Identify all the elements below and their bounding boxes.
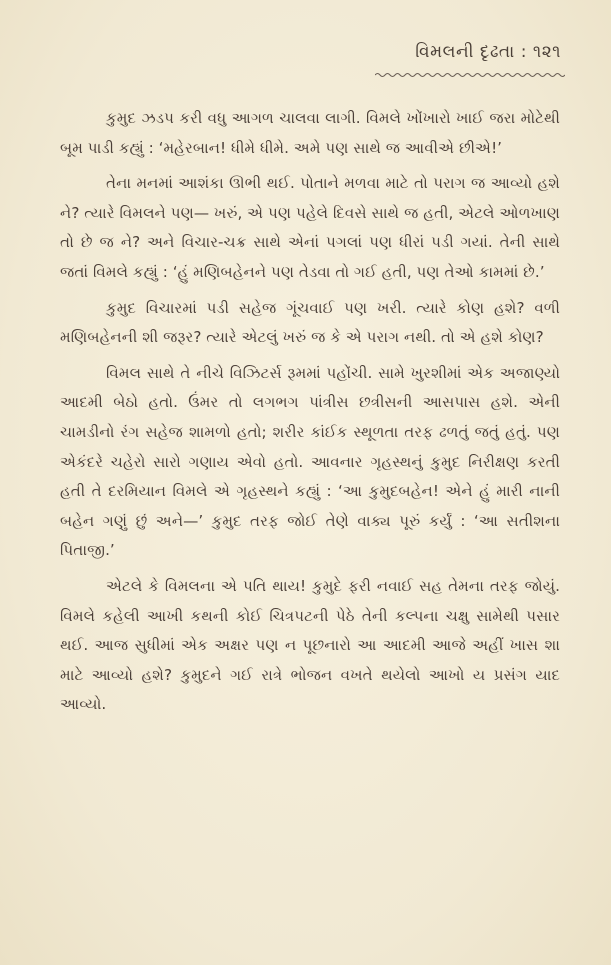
paragraph: એટલે કે વિમલના એ પતિ થાય! કુમુદે ફરી નવાઈ સહ તેમના તરફ જોયું. વિમલે કહેલી આખી કથની કોઈ ચિત્રપટની પેઠે તેની કલ્પના ચક્ષુ સામેથી પસાર થઈ. આજ સુધીમાં એક અક્ષર પણ ન પૂછનારો આ આદમી આજે અહીં ખાસ શા માટે આવ્યો હશે? કુમુદને ગઈ રાત્રે ભોજન વખતે થયેલો આખો ય પ્રસંગ યાદ આવ્યો.	[60, 576, 560, 714]
running-header: વિમલની દૃઢતા : ૧૨૧	[415, 42, 561, 62]
wavy-header-rule	[375, 72, 565, 78]
paragraph: તેના મનમાં આશંકા ઊભી થઈ. પોતાને મળવા માટે તો પરાગ જ આવ્યો હશે ને? ત્યારે વિમલને પણ— ખરું, એ પણ પહેલે દિવસે સાથે જ હતી, એટલે ઓળખાણ તો છે જ ને? અને વિચાર-ચક્ર સાથે એનાં પગલાં પણ ધીરાં પડી ગયાં. તેની સાથે જતાં વિમલે કહ્યું : ‘હું મણિબહેનને પણ તેડવા તો ગઈ હતી, પણ તેઓ કામમાં છે.’	[60, 174, 560, 281]
body-text	[60, 104, 560, 726]
paragraph: કુમુદ વિચારમાં પડી સહેજ ગૂંચવાઈ પણ ખરી. ત્યારે કોણ હશે? વળી મણિબહેનની શી જરૂર? ત્યારે એટલું ખરું જ કે એ પરાગ નથી. તો એ હશે કોણ?	[60, 298, 560, 347]
paragraph: વિમલ સાથે તે નીચે વિઝિટર્સ રૂમમાં પહોંચી. સામે ખુરશીમાં એક અજાણ્યો આદમી બેઠો હતો. ઉંમર તો લગભગ પાંત્રીસ છત્રીસની આસપાસ હશે. એની ચામડીનો રંગ સહેજ શામળો હતો; શરીર કાંઈક સ્થૂળતા તરફ ઢળતું જતું હતું. પણ એકંદરે ચહેરો સારો ગણાય એવો હતો. આવનાર ગૃહસ્થનું કુમુદ નિરીક્ષણ કરતી હતી તે દરમિયાન વિમલે એ ગૃહસ્થને કહ્યું : ‘આ કુમુદબહેન! એને હું મારી નાની બહેન ગણું છું અને—’ કુમુદ તરફ જોઈ તેણે વાક્ય પૂરું કર્યું : ‘આ સતીશના પિતાજી.’	[60, 363, 560, 560]
paragraph: કુમુદ ઝડપ કરી વધુ આગળ ચાલવા લાગી. વિમલે ખોંખારો ખાઈ જરા મોટેથી બૂમ પાડી કહ્યું : ‘મહેરબાન! ધીમે ધીમે. અમે પણ સાથે જ આવીએ છીએ!’	[60, 109, 560, 157]
